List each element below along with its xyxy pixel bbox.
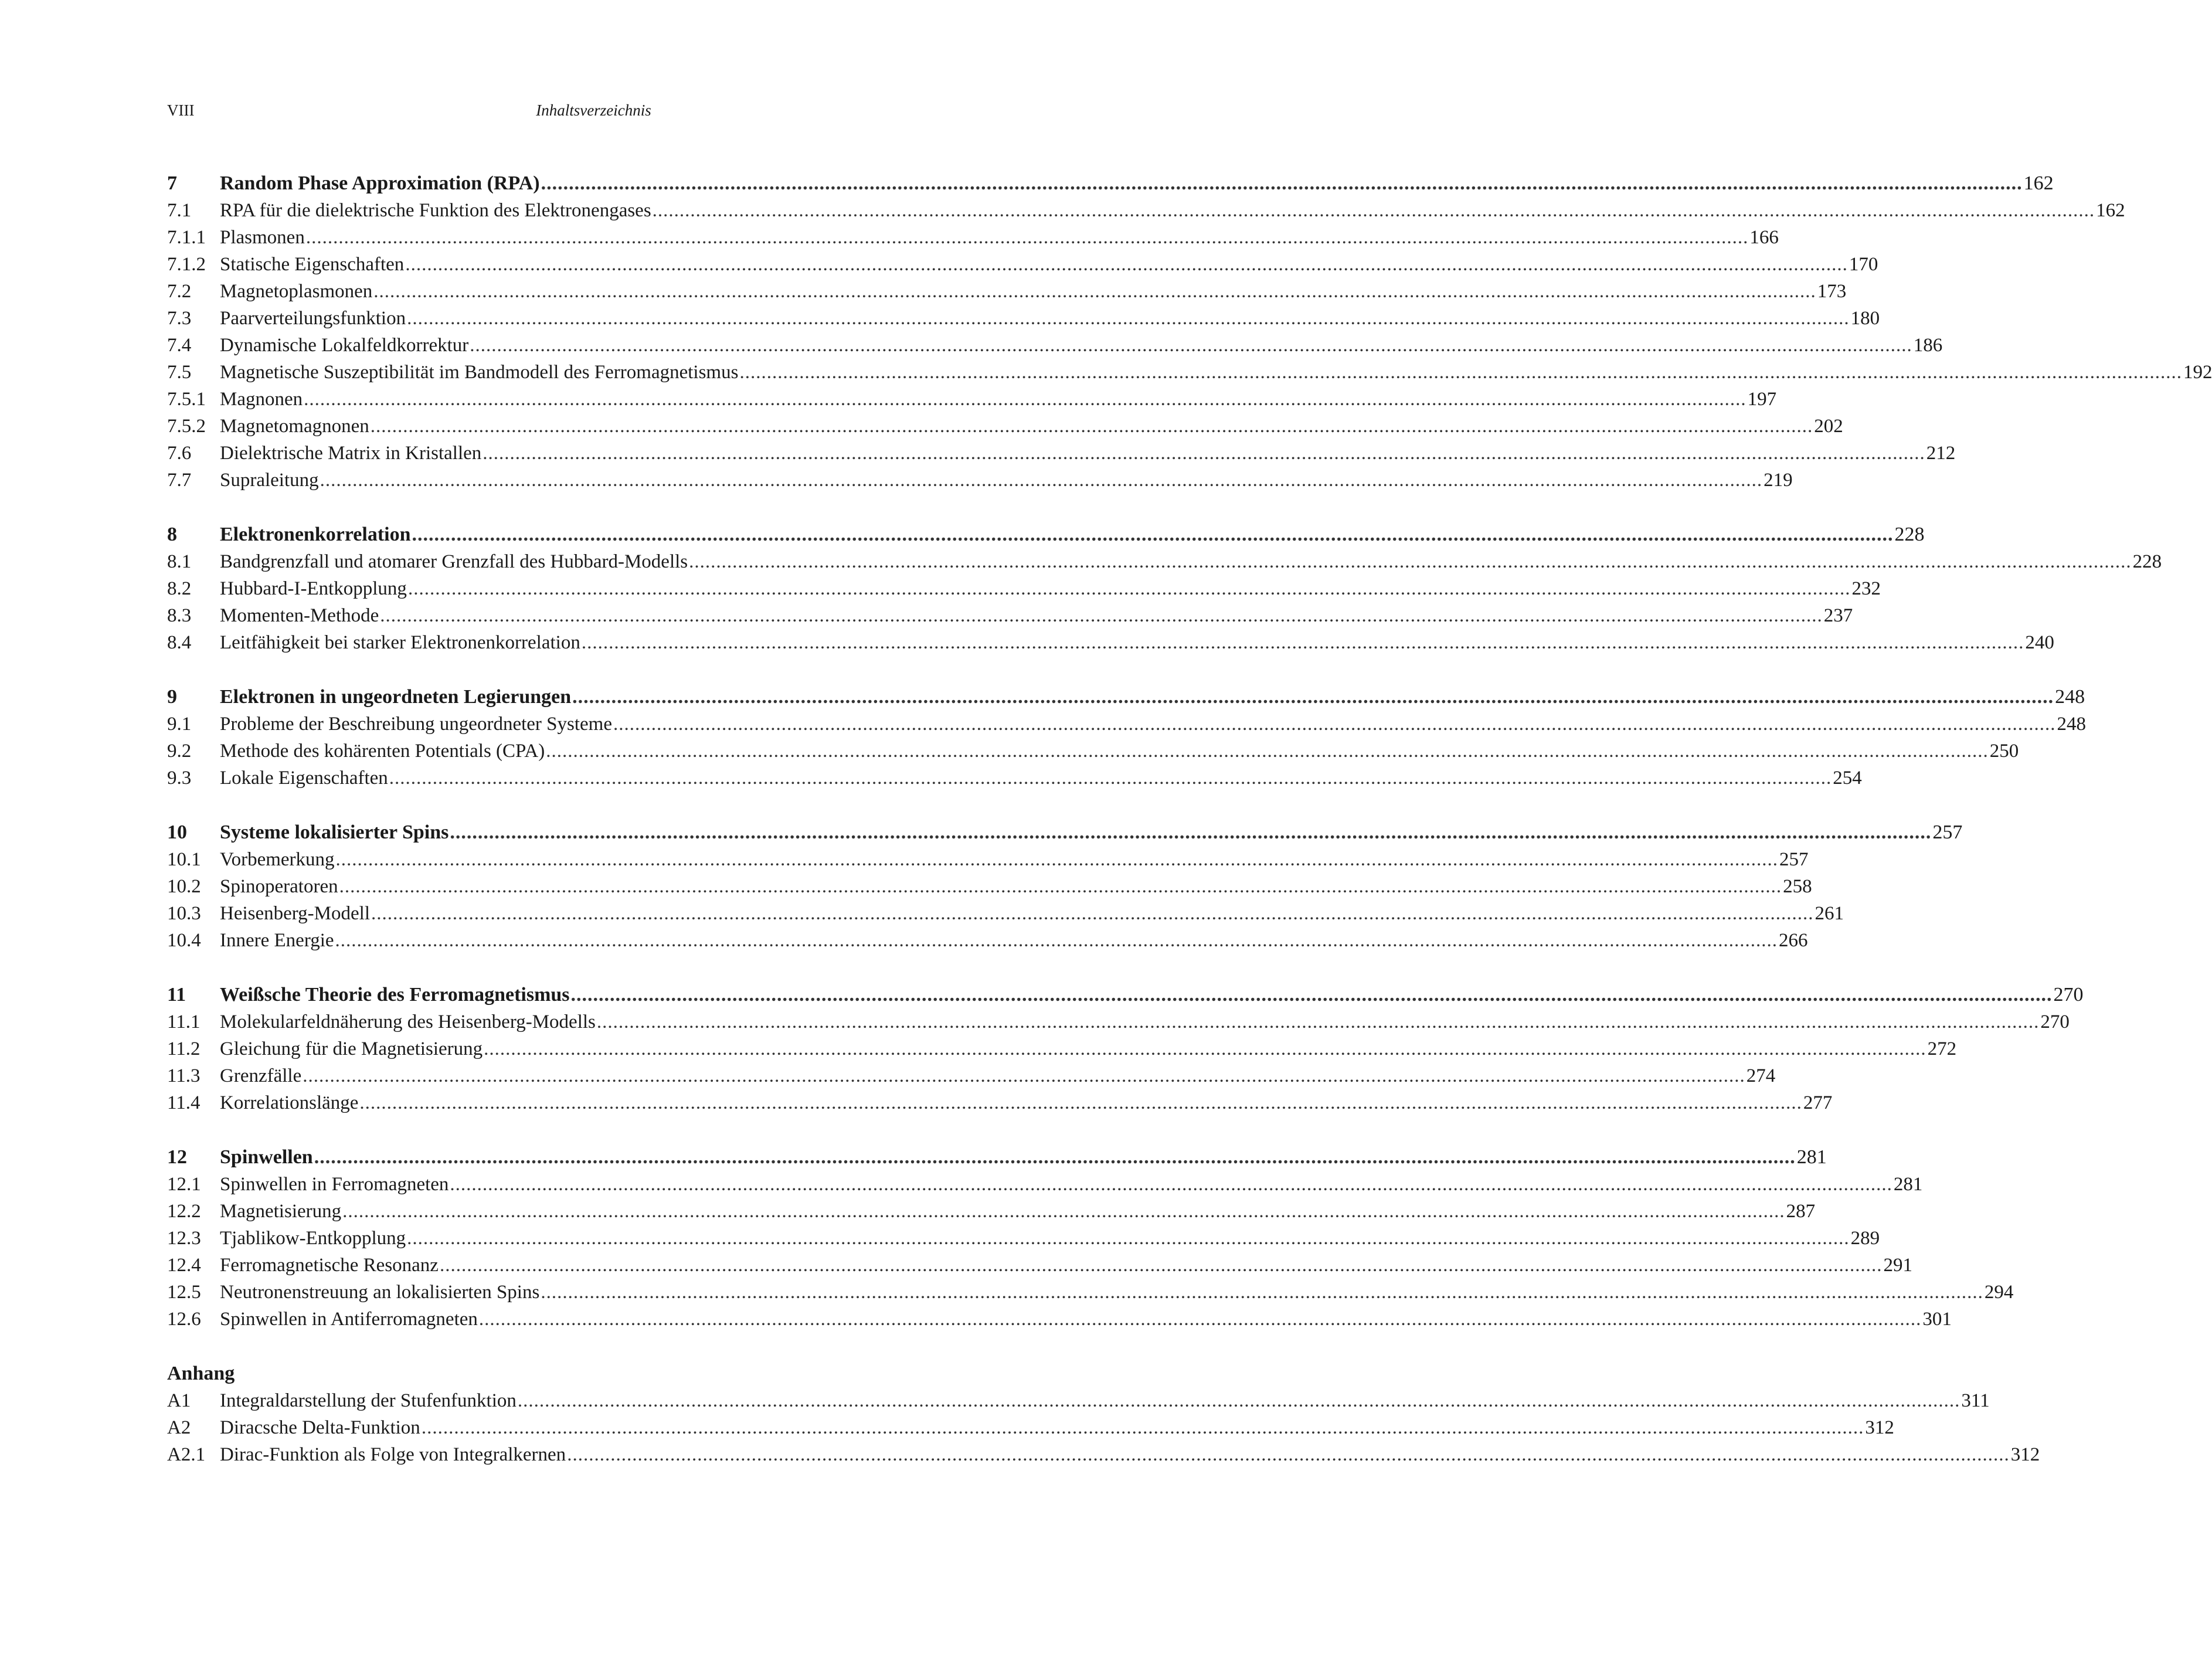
entry-number: 11 bbox=[167, 984, 186, 1006]
entry-page-number: 287 bbox=[1786, 1201, 1816, 1222]
entry-number: 7.5 bbox=[167, 362, 192, 383]
entry-page-number: 294 bbox=[1984, 1282, 2014, 1303]
entry-number: 11.1 bbox=[167, 1011, 201, 1033]
entry-page-number: 277 bbox=[1803, 1092, 1833, 1113]
dot-leader bbox=[408, 575, 1851, 602]
entry-title: Vorbemerkung bbox=[220, 849, 335, 870]
entry-title: Korrelationslänge bbox=[220, 1092, 359, 1113]
section-row bbox=[167, 1198, 1816, 1225]
section-row bbox=[167, 846, 1809, 873]
section-row bbox=[167, 251, 1878, 278]
entry-title: Dirac-Funktion als Folge von Integralkernen bbox=[220, 1444, 566, 1465]
section-row bbox=[167, 1171, 1923, 1198]
entry-page-number: 254 bbox=[1833, 767, 1862, 789]
entry-number: 7.4 bbox=[167, 335, 192, 356]
chapter-heading-row bbox=[167, 1144, 1827, 1171]
entry-title: Supraleitung bbox=[220, 470, 319, 491]
entry-number: 12.5 bbox=[167, 1282, 201, 1303]
entry-page-number: 237 bbox=[1823, 605, 1853, 626]
dot-leader bbox=[572, 684, 2054, 711]
entry-page-number: 266 bbox=[1779, 930, 1808, 951]
entry-title: Elektronen in ungeordneten Legierungen bbox=[220, 686, 572, 708]
section-row bbox=[167, 1252, 1912, 1279]
entry-page-number: 248 bbox=[2055, 686, 2085, 708]
dot-leader bbox=[335, 927, 1778, 954]
page-folio: VIII bbox=[167, 101, 195, 119]
section-row bbox=[167, 738, 2019, 765]
entry-page-number: 240 bbox=[2025, 632, 2054, 653]
entry-page-number: 258 bbox=[1783, 876, 1812, 897]
entry-page-number: 274 bbox=[1746, 1065, 1776, 1086]
section-row bbox=[167, 1035, 1957, 1062]
entry-number: 7.1 bbox=[167, 200, 192, 221]
entry-title: Magnetische Suszeptibilität im Bandmodell des Ferromagnetismus bbox=[220, 362, 739, 383]
section-row bbox=[167, 765, 1862, 792]
appendix-title: Anhang bbox=[167, 1363, 235, 1384]
section-row bbox=[167, 1062, 1776, 1089]
dot-leader bbox=[470, 332, 1912, 359]
entry-number: 10.3 bbox=[167, 903, 201, 924]
section-row bbox=[167, 413, 1843, 440]
entry-number: 11.3 bbox=[167, 1065, 201, 1086]
chapter-block bbox=[167, 521, 2162, 656]
chapter-block bbox=[167, 684, 2086, 792]
chapter-block bbox=[167, 170, 2212, 494]
entry-page-number: 197 bbox=[1747, 389, 1777, 410]
entry-title: Spinoperatoren bbox=[220, 876, 338, 897]
entry-title: Leitfähigkeit bei starker Elektronenkorrelation bbox=[220, 632, 580, 653]
entry-title: Magnetomagnonen bbox=[220, 416, 369, 437]
dot-leader bbox=[371, 900, 1814, 927]
section-row bbox=[167, 359, 2212, 386]
dot-leader bbox=[306, 224, 1749, 251]
dot-leader bbox=[320, 467, 1763, 494]
entry-number: 8.1 bbox=[167, 551, 192, 572]
entry-number: 8.2 bbox=[167, 578, 192, 599]
dot-leader bbox=[567, 1441, 2010, 1468]
dot-leader bbox=[689, 548, 2132, 575]
entry-title: Magnonen bbox=[220, 389, 303, 410]
section-row bbox=[167, 629, 2054, 656]
section-row bbox=[167, 575, 1881, 602]
entry-page-number: 170 bbox=[1849, 254, 1878, 275]
entry-page-number: 166 bbox=[1749, 227, 1779, 248]
dot-leader bbox=[541, 1279, 1983, 1306]
dot-leader bbox=[373, 278, 1816, 305]
entry-page-number: 311 bbox=[1961, 1390, 1990, 1411]
entry-page-number: 162 bbox=[2096, 200, 2125, 221]
chapter-block bbox=[167, 819, 1963, 954]
entry-title: Elektronenkorrelation bbox=[220, 524, 411, 545]
entry-title: Gleichung für die Magnetisierung bbox=[220, 1038, 483, 1059]
dot-leader bbox=[546, 738, 1989, 765]
entry-title: Systeme lokalisierter Spins bbox=[220, 821, 449, 843]
entry-number: 12.3 bbox=[167, 1228, 201, 1249]
dot-leader bbox=[336, 846, 1779, 873]
section-row bbox=[167, 278, 1847, 305]
entry-title: Magnetoplasmonen bbox=[220, 281, 373, 302]
entry-number: A2 bbox=[167, 1417, 191, 1438]
chapter-heading-row bbox=[167, 170, 2054, 197]
entry-title: Dielektrische Matrix in Kristallen bbox=[220, 443, 482, 464]
entry-page-number: 289 bbox=[1850, 1228, 1880, 1249]
entry-title: Spinwellen bbox=[220, 1146, 313, 1168]
entry-number: 10.1 bbox=[167, 849, 201, 870]
entry-title: RPA für die dielektrische Funktion des Elektronengases bbox=[220, 200, 651, 221]
section-row bbox=[167, 602, 1853, 629]
entry-number: A2.1 bbox=[167, 1444, 206, 1465]
entry-title: Methode des kohärenten Potentials (CPA) bbox=[220, 741, 545, 762]
entry-title: Hubbard-I-Entkopplung bbox=[220, 578, 407, 599]
chapter-heading-row bbox=[167, 684, 2085, 711]
chapter-heading-row bbox=[167, 981, 2084, 1008]
dot-leader bbox=[304, 386, 1747, 413]
entry-page-number: 291 bbox=[1883, 1255, 1912, 1276]
entry-page-number: 212 bbox=[1926, 443, 1956, 464]
entry-title: Probleme der Beschreibung ungeordneter Systeme bbox=[220, 714, 612, 735]
section-row bbox=[167, 873, 1812, 900]
running-title: Inhaltsverzeichnis bbox=[536, 101, 651, 119]
dot-leader bbox=[407, 305, 1850, 332]
dot-leader bbox=[380, 602, 1823, 629]
section-row bbox=[167, 467, 1793, 494]
entry-title: Plasmonen bbox=[220, 227, 305, 248]
entry-number: 7.1.1 bbox=[167, 227, 206, 248]
entry-page-number: 180 bbox=[1850, 308, 1880, 329]
entry-title: Diracsche Delta-Funktion bbox=[220, 1417, 420, 1438]
entry-number: 10.4 bbox=[167, 930, 201, 951]
dot-leader bbox=[314, 1144, 1796, 1171]
entry-page-number: 301 bbox=[1922, 1309, 1952, 1330]
appendix-section-row bbox=[167, 1387, 1990, 1414]
entry-title: Spinwellen in Ferromagneten bbox=[220, 1174, 449, 1195]
entry-title: Paarverteilungsfunktion bbox=[220, 308, 406, 329]
entry-title: Random Phase Approximation (RPA) bbox=[220, 172, 540, 194]
dot-leader bbox=[597, 1008, 2040, 1035]
entry-page-number: 281 bbox=[1893, 1174, 1923, 1195]
dot-leader bbox=[359, 1089, 1802, 1116]
entry-page-number: 312 bbox=[2010, 1444, 2040, 1465]
dot-leader bbox=[405, 251, 1848, 278]
appendix-section-row bbox=[167, 1414, 1894, 1441]
entry-number: 9.2 bbox=[167, 741, 192, 762]
entry-page-number: 232 bbox=[1851, 578, 1881, 599]
section-row bbox=[167, 1225, 1880, 1252]
entry-number: 9.3 bbox=[167, 767, 192, 789]
dot-leader bbox=[484, 1035, 1926, 1062]
section-row bbox=[167, 1089, 1833, 1116]
entry-title: Neutronenstreuung an lokalisierten Spins bbox=[220, 1282, 540, 1303]
entry-title: Dynamische Lokalfeldkorrektur bbox=[220, 335, 469, 356]
entry-number: 10.2 bbox=[167, 876, 201, 897]
entry-number: 7.1.2 bbox=[167, 254, 206, 275]
appendix-section-list bbox=[167, 1387, 2040, 1468]
section-row bbox=[167, 305, 1880, 332]
entry-page-number: 281 bbox=[1796, 1146, 1827, 1168]
section-row bbox=[167, 1279, 2014, 1306]
entry-number: 12.4 bbox=[167, 1255, 201, 1276]
entry-title: Grenzfälle bbox=[220, 1065, 302, 1086]
appendix-section-row bbox=[167, 1441, 2040, 1468]
entry-page-number: 228 bbox=[2132, 551, 2162, 572]
entry-page-number: 202 bbox=[1814, 416, 1843, 437]
dot-leader bbox=[571, 981, 2053, 1008]
section-row bbox=[167, 1008, 2070, 1035]
dot-leader bbox=[613, 711, 2056, 738]
entry-number: 9.1 bbox=[167, 714, 192, 735]
section-row bbox=[167, 440, 1956, 467]
table-of-contents bbox=[167, 170, 2212, 1496]
entry-title: Heisenberg-Modell bbox=[220, 903, 370, 924]
section-row bbox=[167, 332, 1943, 359]
dot-leader bbox=[541, 170, 2023, 197]
entry-title: Statische Eigenschaften bbox=[220, 254, 405, 275]
dot-leader bbox=[371, 413, 1813, 440]
entry-title: Molekularfeldnäherung des Heisenberg-Modells bbox=[220, 1011, 596, 1033]
page-header bbox=[167, 99, 1020, 122]
entry-number: 10 bbox=[167, 821, 187, 843]
dot-leader bbox=[389, 765, 1832, 792]
section-row bbox=[167, 386, 1777, 413]
entry-page-number: 219 bbox=[1764, 470, 1793, 491]
chapter-list bbox=[167, 170, 2212, 1333]
entry-page-number: 257 bbox=[1932, 821, 1963, 843]
section-row bbox=[167, 224, 1779, 251]
entry-page-number: 248 bbox=[2057, 714, 2086, 735]
entry-title: Tjablikow-Entkopplung bbox=[220, 1228, 406, 1249]
entry-title: Innere Energie bbox=[220, 930, 334, 951]
entry-title: Spinwellen in Antiferromagneten bbox=[220, 1309, 478, 1330]
entry-page-number: 186 bbox=[1913, 335, 1943, 356]
section-row bbox=[167, 927, 1808, 954]
chapter-heading-row bbox=[167, 819, 1963, 846]
entry-page-number: 270 bbox=[2040, 1011, 2070, 1033]
entry-page-number: 250 bbox=[1989, 741, 2019, 762]
entry-number: 8.4 bbox=[167, 632, 192, 653]
dot-leader bbox=[412, 521, 1894, 548]
entry-number: 7 bbox=[167, 172, 177, 194]
dot-leader bbox=[653, 197, 2095, 224]
entry-title: Ferromagnetische Resonanz bbox=[220, 1255, 439, 1276]
entry-number: 12.2 bbox=[167, 1201, 201, 1222]
entry-number: A1 bbox=[167, 1390, 191, 1411]
entry-title: Lokale Eigenschaften bbox=[220, 767, 388, 789]
entry-title: Momenten-Methode bbox=[220, 605, 379, 626]
dot-leader bbox=[342, 1198, 1785, 1225]
entry-number: 7.5.2 bbox=[167, 416, 206, 437]
entry-title: Weißsche Theorie des Ferromagnetismus bbox=[220, 984, 570, 1006]
entry-page-number: 192 bbox=[2183, 362, 2212, 383]
dot-leader bbox=[582, 629, 2024, 656]
dot-leader bbox=[422, 1414, 1864, 1441]
entry-number: 12.6 bbox=[167, 1309, 201, 1330]
entry-number: 12 bbox=[167, 1146, 187, 1168]
dot-leader bbox=[440, 1252, 1883, 1279]
dot-leader bbox=[407, 1225, 1850, 1252]
section-row bbox=[167, 548, 2162, 575]
dot-leader bbox=[450, 819, 1931, 846]
entry-number: 7.5.1 bbox=[167, 389, 206, 410]
entry-number: 7.7 bbox=[167, 470, 192, 491]
entry-number: 7.3 bbox=[167, 308, 192, 329]
entry-title: Bandgrenzfall und atomarer Grenzfall des Hubbard-Modells bbox=[220, 551, 688, 572]
chapter-block bbox=[167, 1144, 2014, 1333]
entry-number: 7.2 bbox=[167, 281, 192, 302]
section-row bbox=[167, 197, 2125, 224]
entry-page-number: 270 bbox=[2053, 984, 2084, 1006]
entry-number: 7.6 bbox=[167, 443, 192, 464]
dot-leader bbox=[518, 1387, 1960, 1414]
section-row bbox=[167, 711, 2086, 738]
entry-page-number: 261 bbox=[1815, 903, 1844, 924]
entry-page-number: 272 bbox=[1927, 1038, 1957, 1059]
section-row bbox=[167, 900, 1844, 927]
dot-leader bbox=[339, 873, 1782, 900]
entry-number: 9 bbox=[167, 686, 177, 708]
dot-leader bbox=[450, 1171, 1892, 1198]
entry-number: 12.1 bbox=[167, 1174, 201, 1195]
entry-page-number: 257 bbox=[1779, 849, 1809, 870]
chapter-block bbox=[167, 981, 2084, 1116]
dot-leader bbox=[483, 440, 1925, 467]
entry-number: 8 bbox=[167, 524, 177, 545]
dot-leader bbox=[303, 1062, 1745, 1089]
entry-page-number: 312 bbox=[1865, 1417, 1894, 1438]
dot-leader bbox=[479, 1306, 1922, 1333]
entry-number: 8.3 bbox=[167, 605, 192, 626]
entry-page-number: 228 bbox=[1894, 524, 1925, 545]
entry-number: 11.2 bbox=[167, 1038, 201, 1059]
chapter-heading-row bbox=[167, 521, 1925, 548]
entry-page-number: 162 bbox=[2023, 172, 2054, 194]
entry-number: 11.4 bbox=[167, 1092, 201, 1113]
entry-title: Integraldarstellung der Stufenfunktion bbox=[220, 1390, 517, 1411]
appendix-block bbox=[167, 1360, 2040, 1468]
entry-title: Magnetisierung bbox=[220, 1201, 342, 1222]
section-row bbox=[167, 1306, 1952, 1333]
dot-leader bbox=[739, 359, 2182, 386]
entry-page-number: 173 bbox=[1817, 281, 1847, 302]
